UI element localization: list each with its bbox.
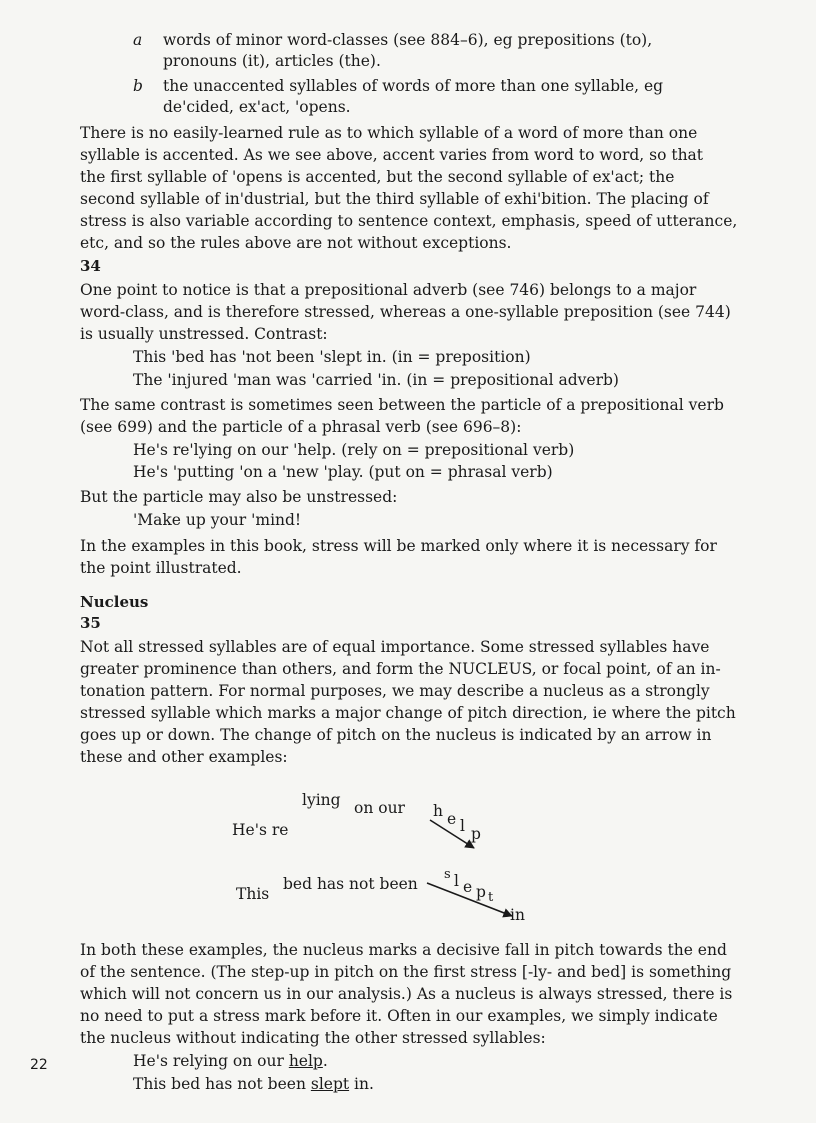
- diagram-word: This: [236, 885, 270, 903]
- example-line: [133, 1051, 328, 1073]
- text-line: the nucleus without indicating the other stressed syllables:: [80, 1029, 546, 1047]
- text-line: In the examples in this book, stress will be marked only where it is necessary for: [80, 537, 717, 555]
- text-line: which will not concern us in our analysis.) As a nucleus is always stressed, there is: [80, 985, 733, 1003]
- example-line: [133, 1074, 374, 1096]
- section-number-35: 35: [80, 614, 101, 632]
- text-line: goes up or down. The change of pitch on the nucleus is indicated by an arrow in: [80, 726, 712, 744]
- text-line: greater prominence than others, and form the NUCLEUS, or focal point, of an in-: [80, 660, 721, 678]
- diagram-word: in: [510, 906, 525, 924]
- diagram-letter: h: [433, 802, 443, 820]
- text-line: There is no easily-learned rule as to which syllable of a word of more than one: [80, 124, 698, 142]
- list-marker: b: [133, 77, 143, 95]
- example-line: He's re'lying on our 'help. (rely on = prepositional verb): [133, 441, 575, 459]
- example-line: He's 'putting 'on a 'new 'play. (put on = phrasal verb): [133, 463, 553, 481]
- list-marker: a: [133, 31, 143, 49]
- text-line: the first syllable of 'opens is accented, but the second syllable of ex'act; the: [80, 168, 675, 186]
- text-line: syllable is accented. As we see above, accent varies from word to word, so that: [80, 146, 704, 164]
- section-heading: Nucleus: [80, 593, 149, 611]
- text-line: etc, and so the rules above are not without exceptions.: [80, 234, 512, 252]
- diagram-letter: e: [447, 810, 457, 828]
- text-line: is usually unstressed. Contrast:: [80, 325, 328, 343]
- falling-arrow-icon: [430, 820, 474, 848]
- text-line: stress is also variable according to sentence context, emphasis, speed of utterance,: [80, 212, 738, 230]
- example-line: 'Make up your 'mind!: [133, 511, 302, 529]
- text-line: In both these examples, the nucleus marks a decisive fall in pitch towards the end: [80, 941, 727, 959]
- text-line: One point to notice is that a prepositional adverb (see 746) belongs to a major: [80, 281, 697, 299]
- list-text-line: de'cided, ex'act, 'opens.: [163, 98, 351, 116]
- text-line: (see 699) and the particle of a phrasal verb (see 696–8):: [80, 418, 522, 436]
- example-text: This bed has not been: [133, 1075, 311, 1093]
- text-line: second syllable of in'dustrial, but the third syllable of exhi'bition. The placing of: [80, 190, 709, 208]
- diagram-letter: p: [471, 825, 481, 843]
- diagram-word: bed has not been: [283, 875, 418, 893]
- diagram-word: lying: [302, 791, 341, 809]
- example-text: in.: [349, 1075, 374, 1093]
- list-text-line: the unaccented syllables of words of more than one syllable, eg: [163, 77, 664, 95]
- example-line: The 'injured 'man was 'carried 'in. (in = prepositional adverb): [133, 371, 619, 389]
- list-text-line: words of minor word-classes (see 884–6), eg prepositions (to),: [163, 31, 653, 49]
- example-text: .: [322, 1052, 328, 1070]
- diagram-word: on our: [354, 799, 405, 817]
- text-line: Not all stressed syllables are of equal importance. Some stressed syllables have: [80, 638, 710, 656]
- diagram-letter: e: [463, 878, 473, 896]
- page-number: 22: [30, 1057, 48, 1073]
- text-line: The same contrast is sometimes seen between the particle of a prepositional verb: [80, 396, 724, 414]
- list-text-line: pronouns (it), articles (the).: [163, 52, 381, 70]
- diagram-letter: l: [454, 872, 459, 890]
- diagram-letter: s: [444, 867, 451, 882]
- diagram-letter: p: [476, 883, 486, 901]
- text-line: word-class, and is therefore stressed, whereas a one-syllable preposition (see 744): [80, 303, 731, 321]
- text-line: But the particle may also be unstressed:: [80, 488, 398, 506]
- diagram-letter: t: [488, 890, 494, 905]
- nucleus-word: slept: [310, 1075, 350, 1093]
- text-line: the point illustrated.: [80, 559, 242, 577]
- text-line: no need to put a stress mark before it. Often in our examples, we simply indicate: [80, 1007, 718, 1025]
- example-text: He's relying on our: [133, 1052, 289, 1070]
- section-number-34: 34: [80, 257, 101, 275]
- text-line: these and other examples:: [80, 748, 288, 766]
- falling-arrow-icon: [427, 883, 512, 916]
- text-line: stressed syllable which marks a major change of pitch direction, ie where the pitch: [80, 704, 736, 722]
- text-line: tonation pattern. For normal purposes, we may describe a nucleus as a strongly: [80, 682, 710, 700]
- example-line: This 'bed has 'not been 'slept in. (in = preposition): [133, 348, 531, 366]
- diagram-letter: l: [460, 817, 465, 835]
- text-line: of the sentence. (The step-up in pitch on the first stress [-ly- and bed] is something: [80, 963, 732, 981]
- nucleus-word: help: [288, 1052, 323, 1070]
- diagram-word: He's re: [232, 821, 289, 839]
